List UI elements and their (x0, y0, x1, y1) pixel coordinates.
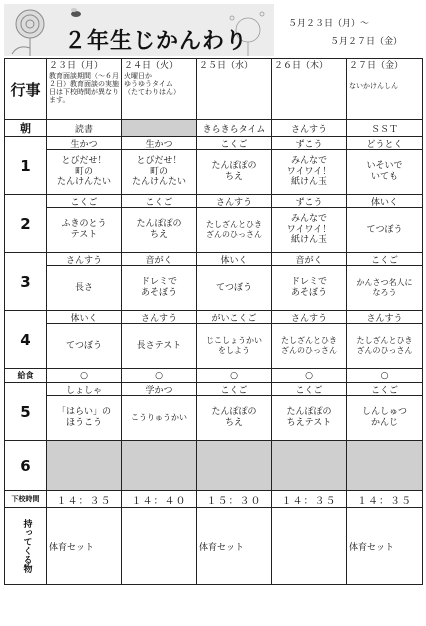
lesson: てつぼう (65, 340, 102, 351)
period-cell-empty (272, 441, 347, 491)
morning-cell: さんすう (272, 120, 347, 137)
period-cell (122, 383, 197, 441)
lesson: たしざんとひき ざんのひっさん (356, 336, 413, 355)
period-row (5, 383, 423, 441)
lesson: たんぽぽの ちえテスト (286, 407, 332, 428)
date-header: ２５日（水） (199, 61, 254, 71)
lesson: てつぼう (215, 282, 252, 293)
period-cell (272, 195, 347, 253)
period-number: 6 (5, 441, 47, 491)
morning-cell: 読書 (47, 120, 122, 137)
events-day-2 (122, 59, 197, 120)
date-header: ２７日（金） (349, 61, 404, 71)
morning-cell: ＳＳＴ (347, 120, 423, 137)
period-number: 4 (5, 311, 47, 369)
events-day-3 (197, 59, 272, 120)
period-cell-empty (347, 441, 423, 491)
subject: こくご (122, 195, 196, 208)
subject: さんすう (197, 195, 271, 208)
period-cell (272, 253, 347, 311)
subject: さんすう (347, 311, 422, 324)
subject: さんすう (122, 311, 196, 324)
subject: こくご (197, 137, 271, 150)
items-cell (272, 508, 347, 585)
morning-cell (122, 120, 197, 137)
lunch-cell: ○ (272, 369, 347, 383)
subject: がいこくご (197, 311, 271, 324)
period-cell (47, 311, 122, 369)
period-cell (347, 253, 423, 311)
period-cell-empty (122, 441, 197, 491)
subject: さんすう (272, 311, 346, 324)
lesson: とびだせ！ 町の たんけんたい (131, 155, 186, 188)
period-row (5, 311, 423, 369)
subject: ずこう (272, 137, 346, 150)
lunch-cell: ○ (47, 369, 122, 383)
period-cell (47, 195, 122, 253)
period-cell (347, 137, 423, 195)
period-cell (122, 253, 197, 311)
timetable (4, 58, 423, 585)
lesson: たしざんとひき ざんのひっさん (281, 336, 337, 355)
subject: 音がく (122, 253, 196, 266)
period-number: 5 (5, 383, 47, 441)
period-cell (47, 253, 122, 311)
lunch-label: 給食 (5, 369, 47, 383)
period-number: 1 (5, 137, 47, 195)
items-cell: 体育セット (47, 508, 122, 585)
dismissal-time: １４：３５ (347, 491, 423, 508)
date-range-end: ５月２７日（金） (330, 37, 403, 47)
date-header: ２４日（火） (124, 61, 179, 71)
subject: こくご (197, 383, 271, 396)
lesson: しんしゅつ かんじ (361, 407, 407, 428)
lesson: たんぽぽの ちえ (211, 407, 257, 428)
period-cell (122, 195, 197, 253)
subject: どうとく (347, 137, 422, 150)
lesson: じこしょうかい をしよう (206, 336, 262, 355)
subject: 体いく (347, 195, 422, 208)
events-day-1 (47, 59, 122, 120)
dismissal-time: １４：３５ (47, 491, 122, 508)
morning-cell: きらきらタイム (197, 120, 272, 137)
items-label-text: 持ってくる物 (21, 519, 32, 573)
page-title: ２年生じかんわり (64, 29, 249, 54)
events-row (5, 59, 423, 120)
period-cell (272, 383, 347, 441)
lunch-cell: ○ (197, 369, 272, 383)
lesson: 長さテスト (136, 340, 182, 351)
dismissal-time: １５：３０ (197, 491, 272, 508)
period-cell (197, 311, 272, 369)
subject: さんすう (47, 253, 121, 266)
lesson: 「はらい」の ほうこう (56, 407, 111, 428)
dismissal-time: １４：４０ (122, 491, 197, 508)
lunch-cell: ○ (122, 369, 197, 383)
period-number: 3 (5, 253, 47, 311)
date-header: ２３日（月） (49, 61, 104, 71)
period-6-row (5, 441, 423, 491)
lunch-row (5, 369, 423, 383)
lunch-cell: ○ (347, 369, 423, 383)
period-cell (197, 137, 272, 195)
period-cell (272, 137, 347, 195)
period-cell (347, 383, 423, 441)
subject: 生かつ (47, 137, 121, 150)
period-cell-empty (47, 441, 122, 491)
lesson: こうりゅうかい (131, 413, 187, 423)
morning-row (5, 120, 423, 137)
subject: こくご (47, 195, 121, 208)
lesson: いそいで いても (366, 161, 403, 182)
lesson: たんぽぽの ちえ (211, 161, 257, 182)
subject: 音がく (272, 253, 346, 266)
items-row (5, 508, 423, 585)
lesson: たしざんとひき ざんのひっさん (206, 220, 262, 239)
subject: 学かつ (122, 383, 196, 396)
items-cell: 体育セット (347, 508, 423, 585)
lesson: てつぼう (366, 224, 403, 235)
events-text: 火曜日か ゆうゆうタイム （たてわりはん） (124, 72, 180, 97)
date-header: ２６日（木） (274, 61, 329, 71)
period-cell (47, 383, 122, 441)
period-cell (197, 383, 272, 441)
subject: 体いく (47, 311, 121, 324)
events-day-4 (272, 59, 347, 120)
events-text: ないかけんしん (349, 82, 398, 90)
date-range-start: ５月２３日（月）～ (288, 19, 370, 29)
subject: 生かつ (122, 137, 196, 150)
period-number: 2 (5, 195, 47, 253)
period-cell-empty (197, 441, 272, 491)
period-cell (122, 137, 197, 195)
items-cell: 体育セット (197, 508, 272, 585)
events-label: 行事 (5, 59, 47, 120)
period-cell (272, 311, 347, 369)
morning-label: 朝 (5, 120, 47, 137)
period-cell (197, 195, 272, 253)
dismissal-label: 下校時間 (5, 491, 47, 508)
period-cell (47, 137, 122, 195)
subject: しょしゃ (47, 383, 121, 396)
lesson: たんぽぽの ちえ (136, 219, 182, 240)
period-cell (347, 311, 423, 369)
period-cell (122, 311, 197, 369)
subject: ずこう (272, 195, 346, 208)
lesson: 長さ (74, 282, 93, 293)
lesson: かんさつ名人に なろう (356, 278, 413, 297)
period-row (5, 195, 423, 253)
dismissal-time: １４：３５ (272, 491, 347, 508)
lesson: みんなで ワイワイ！ 紙けん玉 (286, 213, 332, 246)
events-day-5 (347, 59, 423, 120)
lesson: とびだせ！ 町の たんけんたい (56, 155, 111, 188)
lesson: ドレミで あそぼう (140, 277, 177, 298)
header (4, 4, 422, 56)
items-cell (122, 508, 197, 585)
period-cell (347, 195, 423, 253)
lesson: ふきのとう テスト (61, 219, 107, 240)
period-cell (197, 253, 272, 311)
subject: こくご (347, 253, 422, 266)
dismissal-row (5, 491, 423, 508)
subject: こくご (272, 383, 346, 396)
items-label (5, 508, 47, 585)
events-text: 教育面談期間（～６月２日）教育面談の実施日は下校時間が異なります。 (49, 72, 119, 105)
lesson: ドレミで あそぼう (290, 277, 327, 298)
subject: こくご (347, 383, 422, 396)
period-row (5, 253, 423, 311)
subject: 体いく (197, 253, 271, 266)
period-row (5, 137, 423, 195)
lesson: みんなで ワイワイ！ 紙けん玉 (286, 155, 332, 188)
